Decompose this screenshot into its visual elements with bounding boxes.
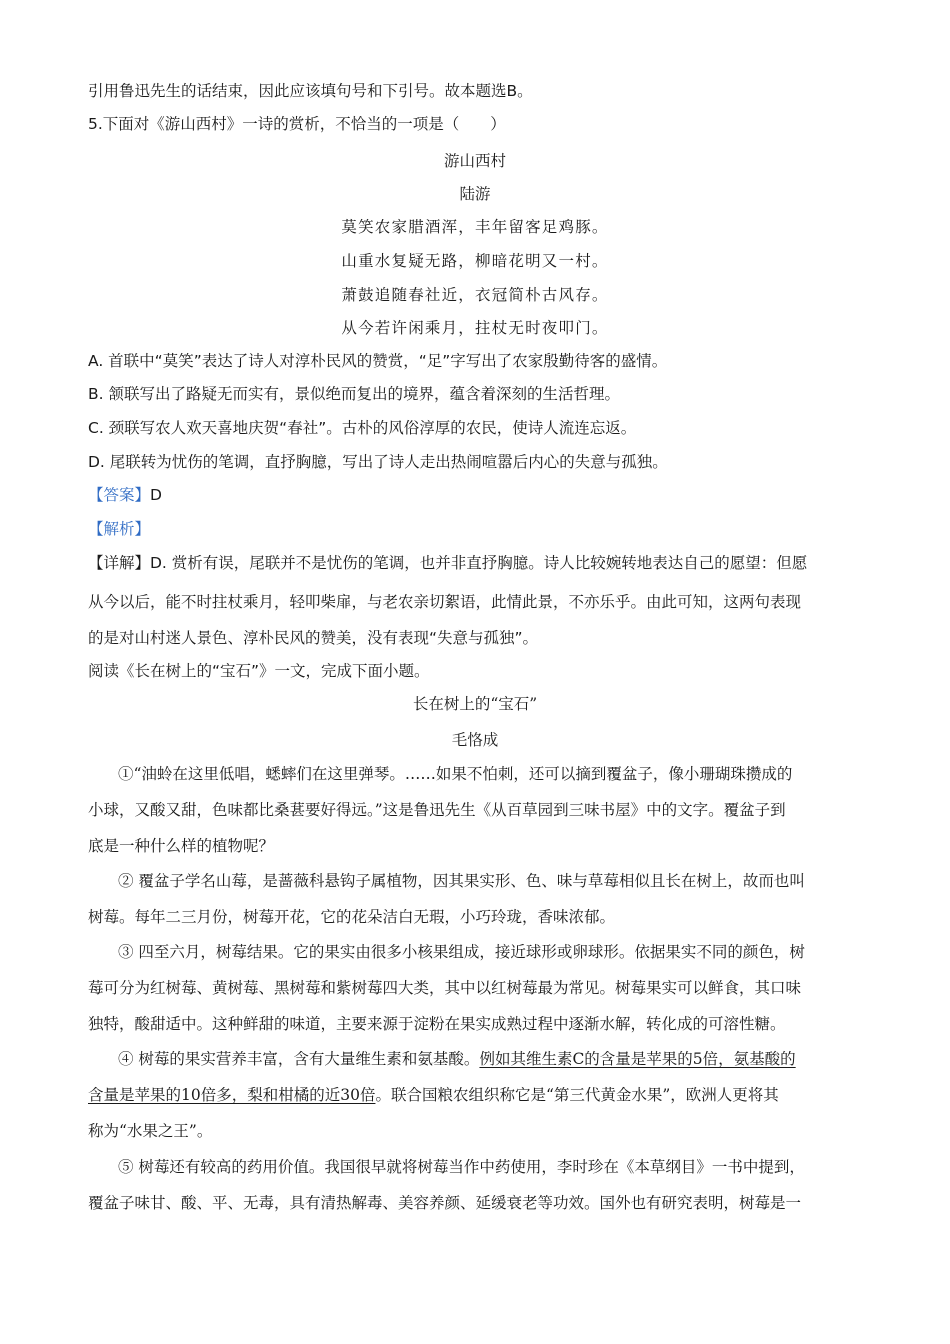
analysis-label: 【解析】 [88, 520, 151, 538]
option-c: C. 颈联写农人欢天喜地庆贺“春社”。古朴的风俗淳厚的农民，使诗人流连忘返。 [88, 419, 637, 437]
paragraph-1-line: 小球，又酸又甜，色味都比桑葚要好得远。”这是鲁迅先生《从百草园到三味书屋》中的文字。覆盆子到 [88, 801, 786, 819]
poem-line: 莫笑农家腊酒浑，丰年留客足鸡豚。 [341, 218, 609, 236]
poem-line: 从今若许闲乘月，拄杖无时夜叩门。 [341, 319, 609, 337]
paragraph-2-line: 树莓。每年二三月份，树莓开花，它的花朵洁白无瑕，小巧玲珑，香味浓郁。 [88, 908, 616, 926]
reading-intro: 阅读《长在树上的“宝石”》一文，完成下面小题。 [88, 662, 430, 680]
answer-label: 【答案】 [88, 486, 151, 504]
option-d: D. 尾联转为忧伤的笔调，直抒胸臆，写出了诗人走出热闹喧嚣后内心的失意与孤独。 [88, 453, 668, 471]
underlined-example: 含量是苹果的10倍多，梨和柑橘的近30倍 [88, 1086, 376, 1104]
question-5-stem: 5.下面对《游山西村》一诗的赏析，不恰当的一项是（ ） [88, 115, 506, 133]
poem-title: 游山西村 [443, 152, 506, 170]
previous-answer-ending: 引用鲁迅先生的话结束，因此应该填句号和下引号。故本题选B。 [88, 82, 533, 100]
paragraph-3-line: 莓可分为红树莓、黄树莓、黑树莓和紫树莓四大类，其中以红树莓最为常见。树莓果实可以鲜食，其口味 [88, 979, 802, 997]
option-a: A. 首联中“莫笑”表达了诗人对淳朴民风的赞赏，“足”字写出了农家殷勤待客的盛情。 [88, 352, 668, 370]
poem-line: 山重水复疑无路，柳暗花明又一村。 [341, 252, 609, 270]
detail-line: 的是对山村迷人景色、淳朴民风的赞美，没有表现“失意与孤独”。 [88, 629, 539, 647]
answer-value: D [150, 486, 162, 504]
poem-author: 陆游 [459, 185, 491, 203]
paragraph-4-line [88, 1048, 862, 1070]
paragraph-5-line: ⑤ 树莓还有较高的药用价值。我国很早就将树莓当作中药使用，李时珍在《本草纲目》一书中提到， [118, 1158, 805, 1176]
paragraph-2-line: ② 覆盆子学名山莓，是蔷薇科悬钩子属植物，因其果实形、色、味与草莓相似且长在树上，故而也叫 [118, 872, 805, 890]
paragraph-3-line: 独特，酸甜适中。这种鲜甜的味道，主要来源于淀粉在果实成熟过程中逐渐水解，转化成的可溶性糖。 [88, 1015, 786, 1033]
option-b: B. 颔联写出了路疑无而实有，景似绝而复出的境界，蕴含着深刻的生活哲理。 [88, 385, 620, 403]
paragraph-3-line: ③ 四至六月，树莓结果。它的果实由很多小核果组成，接近球形或卵球形。依据果实不同的颜色，树 [118, 943, 805, 961]
paragraph-1-line: ①“油蛉在这里低唱，蟋蟀们在这里弹琴。……如果不怕刺，还可以摘到覆盆子，像小珊瑚珠攒成的 [118, 765, 793, 783]
detail-line: 从今以后，能不时拄杖乘月，轻叩柴扉，与老农亲切絮语，此情此景，不亦乐乎。由此可知，这两句表现 [88, 593, 802, 611]
paragraph-4-line: 称为“水果之王”。 [88, 1122, 213, 1140]
paragraph-1-line: 底是一种什么样的植物呢？ [88, 837, 275, 855]
paragraph-4-line [88, 1084, 862, 1106]
paragraph-4-text: ④ 树莓的果实营养丰富，含有大量维生素和氨基酸。 [118, 1050, 480, 1068]
poem-line: 萧鼓追随春社近，衣冠简朴古风存。 [341, 286, 609, 304]
underlined-example: 例如其维生素C的含量是苹果的5倍，氨基酸的 [479, 1050, 796, 1068]
detail-line: 【详解】D. 赏析有误，尾联并不是忧伤的笔调，也并非直抒胸臆。诗人比较婉转地表达自己的愿望：但愿 [88, 554, 808, 572]
answer-line [88, 484, 862, 506]
paragraph-4-text: 。联合国粮农组织称它是“第三代黄金水果”，欧洲人更将其 [375, 1086, 779, 1104]
article-title: 长在树上的“宝石” [412, 695, 538, 713]
article-author: 毛恪成 [451, 731, 499, 749]
paragraph-5-line: 覆盆子味甘、酸、平、无毒，具有清热解毒、美容养颜、延缓衰老等功效。国外也有研究表明，树莓是一 [88, 1194, 802, 1212]
